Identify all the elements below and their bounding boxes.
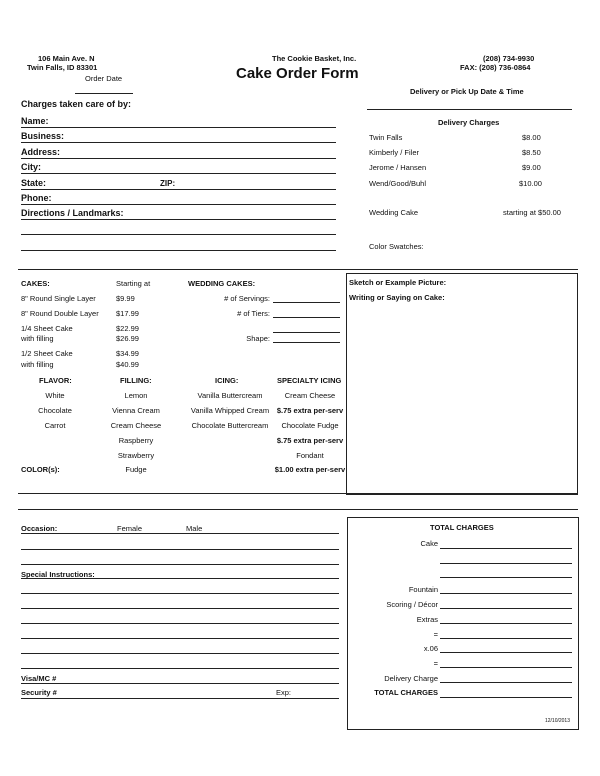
icing-option[interactable]: Vanilla Whipped Cream bbox=[190, 406, 270, 415]
phone-number: (208) 734-9930 bbox=[483, 54, 535, 63]
specialty-price: $.75 extra per-serv bbox=[276, 436, 344, 445]
specialty-option[interactable]: Fondant bbox=[296, 451, 324, 460]
fountain-line[interactable] bbox=[440, 593, 572, 594]
exp-label: Exp: bbox=[276, 688, 292, 697]
color-label: COLOR(s): bbox=[21, 465, 60, 474]
cake-name: 1/2 Sheet Cake bbox=[21, 349, 73, 358]
cake-price: $17.99 bbox=[116, 309, 139, 318]
directions-line-2[interactable] bbox=[21, 234, 336, 235]
blank-charge-line-2[interactable] bbox=[440, 577, 572, 578]
total-charges-title: TOTAL CHARGES bbox=[430, 523, 494, 532]
filling-option[interactable]: Vienna Cream bbox=[112, 406, 160, 415]
section-divider-top bbox=[18, 269, 578, 270]
order-date-label: Order Date bbox=[85, 74, 123, 83]
delivery-price: $8.50 bbox=[522, 148, 541, 157]
flavor-option[interactable]: Carrot bbox=[44, 421, 66, 430]
directions-label: Directions / Landmarks: bbox=[21, 208, 124, 218]
scoring-line[interactable] bbox=[440, 608, 572, 609]
company-name: The Cookie Basket, Inc. bbox=[272, 54, 357, 63]
blank-charge-line[interactable] bbox=[440, 563, 572, 564]
servings-line[interactable] bbox=[273, 302, 340, 303]
flavor-header: FLAVOR: bbox=[39, 376, 72, 385]
instructions-line-7[interactable] bbox=[21, 668, 339, 669]
cake-price: $9.99 bbox=[116, 294, 135, 303]
cake-name: 8" Round Double Layer bbox=[21, 309, 99, 318]
state-label: State: bbox=[21, 178, 47, 188]
delivery-charge-label: Delivery Charge bbox=[384, 674, 438, 683]
instructions-line-5[interactable] bbox=[21, 638, 339, 639]
instructions-line-2[interactable] bbox=[21, 593, 339, 594]
section-divider-lower bbox=[18, 509, 578, 510]
state-zip-line[interactable] bbox=[21, 189, 336, 190]
scoring-label: Scoring / Décor bbox=[386, 600, 438, 609]
special-instructions-label: Special Instructions: bbox=[21, 570, 95, 579]
security-line[interactable] bbox=[21, 698, 339, 699]
business-label: Business: bbox=[21, 131, 65, 141]
filling-option[interactable]: Fudge bbox=[125, 465, 147, 474]
delivery-place: Kimberly / Filer bbox=[369, 148, 420, 157]
flavor-option[interactable]: Chocolate bbox=[38, 406, 72, 415]
cake-charge-label: Cake bbox=[420, 539, 438, 548]
specialty-header: SPECIALTY ICING bbox=[277, 376, 342, 385]
address-label: Address: bbox=[21, 147, 61, 157]
flavor-option[interactable]: White bbox=[45, 391, 65, 400]
extras-label: Extras bbox=[416, 615, 438, 624]
grand-total-line[interactable] bbox=[440, 697, 572, 698]
servings-label: # of Servings: bbox=[224, 294, 270, 303]
occasion-line-2[interactable] bbox=[21, 549, 339, 550]
specialty-price: $.75 extra per-serv bbox=[276, 406, 344, 415]
grand-total-label: TOTAL CHARGES bbox=[374, 688, 438, 697]
instructions-line-6[interactable] bbox=[21, 653, 339, 654]
wedding-delivery-label: Wedding Cake bbox=[369, 208, 419, 217]
charges-label: Charges taken care of by: bbox=[21, 99, 132, 109]
tiers-line[interactable] bbox=[273, 317, 340, 318]
zip-label: ZIP: bbox=[160, 179, 176, 188]
directions-line-3[interactable] bbox=[21, 250, 336, 251]
cake-price-sub: $40.99 bbox=[116, 360, 139, 369]
order-date-line[interactable] bbox=[75, 93, 133, 94]
instructions-line-3[interactable] bbox=[21, 608, 339, 609]
address-line-1: 106 Main Ave. N bbox=[38, 54, 95, 63]
delivery-date-label: Delivery or Pick Up Date & Time bbox=[410, 87, 524, 96]
extras-line[interactable] bbox=[440, 623, 572, 624]
filling-option[interactable]: Raspberry bbox=[118, 436, 154, 445]
city-label: City: bbox=[21, 162, 41, 172]
icing-option[interactable]: Vanilla Buttercream bbox=[197, 391, 263, 400]
female-option[interactable]: Female bbox=[117, 524, 143, 533]
instructions-line-1[interactable] bbox=[21, 578, 339, 579]
cake-name: 1/4 Sheet Cake bbox=[21, 324, 73, 333]
shape-line-1[interactable] bbox=[273, 332, 340, 333]
filling-header: FILLING: bbox=[120, 376, 152, 385]
cakes-header: CAKES: bbox=[21, 279, 50, 288]
fax-number: FAX: (208) 736-0864 bbox=[460, 63, 531, 72]
tiers-label: # of Tiers: bbox=[237, 309, 270, 318]
instructions-line-4[interactable] bbox=[21, 623, 339, 624]
equals-label-2: = bbox=[433, 659, 438, 668]
icing-header: ICING: bbox=[215, 376, 239, 385]
delivery-charge-line[interactable] bbox=[440, 682, 572, 683]
wedding-delivery-price: starting at $50.00 bbox=[503, 208, 561, 217]
filling-option[interactable]: Strawberry bbox=[117, 451, 155, 460]
sketch-box[interactable] bbox=[346, 273, 578, 495]
wedding-header: WEDDING CAKES: bbox=[188, 279, 256, 288]
page-title: Cake Order Form bbox=[236, 65, 359, 82]
delivery-place: Jerome / Hansen bbox=[369, 163, 427, 172]
specialty-option[interactable]: Chocolate Fudge bbox=[281, 421, 339, 430]
tax-label: x.06 bbox=[423, 644, 438, 653]
equals-label: = bbox=[433, 630, 438, 639]
delivery-price: $10.00 bbox=[519, 179, 542, 188]
phone-line[interactable] bbox=[21, 204, 336, 205]
address-line[interactable] bbox=[21, 158, 336, 159]
starting-at-label: Starting at bbox=[116, 279, 151, 288]
color-swatches-label: Color Swatches: bbox=[369, 242, 424, 251]
security-label: Security # bbox=[21, 688, 57, 697]
sketch-label: Sketch or Example Picture: bbox=[349, 278, 447, 287]
cake-name-sub: with filling bbox=[21, 334, 54, 343]
cake-name-sub: with filling bbox=[21, 360, 54, 369]
occasion-label: Occasion: bbox=[21, 524, 58, 533]
specialty-price: $1.00 extra per-serv bbox=[274, 465, 346, 474]
cake-charge-line[interactable] bbox=[440, 548, 572, 549]
form-date-code: 12/10/2013 bbox=[544, 718, 570, 724]
cake-name: 8" Round Single Layer bbox=[21, 294, 96, 303]
city-line[interactable] bbox=[21, 173, 336, 174]
address-line-2: Twin Falls, ID 83301 bbox=[27, 63, 98, 72]
name-label: Name: bbox=[21, 116, 49, 126]
delivery-place: Twin Falls bbox=[369, 133, 403, 142]
directions-line-1[interactable] bbox=[21, 219, 336, 220]
occasion-line-3[interactable] bbox=[21, 564, 339, 565]
delivery-date-line[interactable] bbox=[367, 109, 572, 110]
visa-label: Visa/MC # bbox=[21, 674, 57, 683]
delivery-charges-title: Delivery Charges bbox=[438, 118, 500, 127]
cake-price: $34.99 bbox=[116, 349, 139, 358]
shape-label: Shape: bbox=[246, 334, 270, 343]
occasion-line[interactable] bbox=[21, 533, 339, 534]
icing-option[interactable]: Chocolate Buttercream bbox=[191, 421, 269, 430]
business-line[interactable] bbox=[21, 142, 336, 143]
specialty-option[interactable]: Cream Cheese bbox=[284, 391, 336, 400]
subtotal-line[interactable] bbox=[440, 638, 572, 639]
writing-label: Writing or Saying on Cake: bbox=[349, 293, 445, 302]
fountain-label: Fountain bbox=[408, 585, 438, 594]
name-line[interactable] bbox=[21, 127, 336, 128]
shape-line-2[interactable] bbox=[273, 342, 340, 343]
male-option[interactable]: Male bbox=[186, 524, 203, 533]
phone-label: Phone: bbox=[21, 193, 52, 203]
after-tax-line[interactable] bbox=[440, 667, 572, 668]
tax-line[interactable] bbox=[440, 652, 572, 653]
delivery-price: $8.00 bbox=[522, 133, 541, 142]
cake-price: $22.99 bbox=[116, 324, 139, 333]
delivery-place: Wend/Good/Buhl bbox=[369, 179, 426, 188]
filling-option[interactable]: Cream Cheese bbox=[110, 421, 162, 430]
visa-line[interactable] bbox=[21, 683, 339, 684]
section-divider-bottom bbox=[18, 493, 578, 494]
cake-price-sub: $26.99 bbox=[116, 334, 139, 343]
delivery-price: $9.00 bbox=[522, 163, 541, 172]
filling-option[interactable]: Lemon bbox=[124, 391, 148, 400]
